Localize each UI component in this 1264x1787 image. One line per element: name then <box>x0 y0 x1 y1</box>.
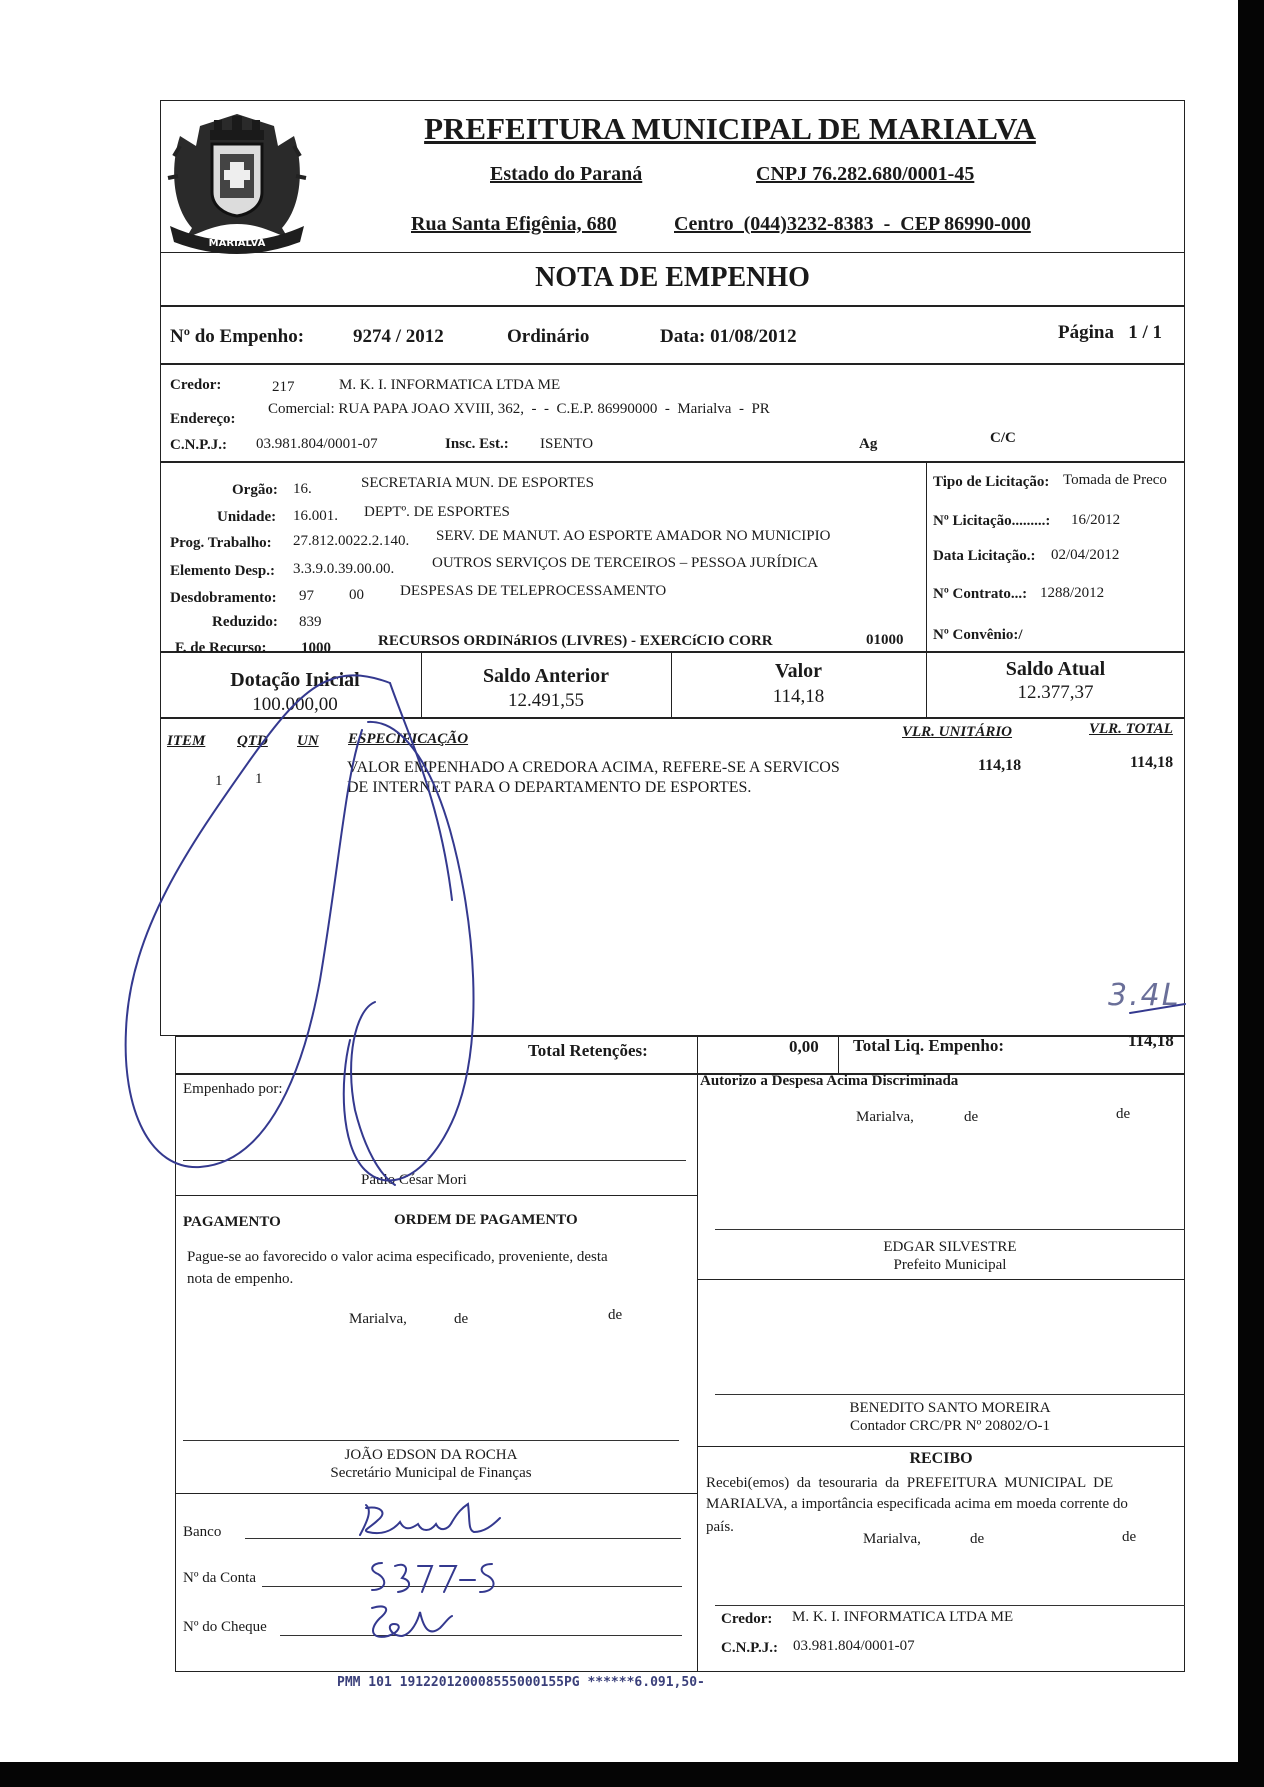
lower-box <box>175 1074 1185 1672</box>
licitacao-tipo-label: Tipo de Licitação: <box>933 474 1050 490</box>
empenho-date: Data: 01/08/2012 <box>660 326 797 347</box>
recibo-title: RECIBO <box>909 1450 973 1467</box>
credor-ie: ISENTO <box>540 436 594 452</box>
doc-title: NOTA DE EMPENHO <box>535 262 810 293</box>
recurso-code: 1000 <box>301 640 331 656</box>
row-item: 1 <box>215 773 223 789</box>
divider <box>175 1195 697 1196</box>
header-cnpj: CNPJ 76.282.680/0001-45 <box>756 163 975 185</box>
retencoes-value: 0,00 <box>789 1037 819 1056</box>
divider <box>697 1074 698 1672</box>
handwritten-note: 3.4L <box>1108 978 1181 1013</box>
header-address: Rua Santa Efigênia, 680 <box>411 213 617 235</box>
prog-code: 27.812.0022.2.140. <box>293 533 410 549</box>
svg-text:MARIALVA: MARIALVA <box>208 238 266 249</box>
signature-line <box>715 1229 1185 1230</box>
credor-code: 217 <box>272 379 295 395</box>
saldo-anterior-value: 12.491,55 <box>508 690 584 711</box>
prefeito-cargo: Prefeito Municipal <box>893 1257 1007 1273</box>
autorizo-de2: de <box>1116 1106 1131 1122</box>
signature-line <box>183 1440 679 1441</box>
cheque-label[interactable]: Nº do Cheque <box>183 1619 267 1635</box>
orgao-label: Orgão: <box>232 482 278 498</box>
empenho-number-label: Nº do Empenho: <box>170 326 305 347</box>
licitacao-num: 16/2012 <box>1071 512 1121 528</box>
signature-line <box>183 1160 686 1161</box>
retencoes-label: Total Retenções: <box>528 1041 648 1060</box>
col-total-header: VLR. TOTAL <box>1089 721 1173 737</box>
recurso-num: 01000 <box>866 632 904 648</box>
recibo-text2: MARIALVA, a importância especificada acima em moeda corrente do <box>706 1496 1128 1512</box>
footer-code: PMM 101 191220120008555000155PG ******6.091,50- <box>337 1675 705 1690</box>
recibo-cnpj: 03.981.804/0001-07 <box>793 1638 915 1654</box>
unidade-label: Unidade: <box>217 509 277 525</box>
pagamento-text2: nota de empenho. <box>187 1271 294 1287</box>
orgao-name: SECRETARIA MUN. DE ESPORTES <box>361 475 594 491</box>
unidade-code: 16.001. <box>293 508 338 524</box>
licitacao-data: 02/04/2012 <box>1051 547 1120 563</box>
desdob-name: DESPESAS DE TELEPROCESSAMENTO <box>400 583 667 599</box>
pagamento-label: PAGAMENTO <box>183 1214 281 1230</box>
prog-label: Prog. Trabalho: <box>170 535 272 551</box>
credor-ie-label: Insc. Est.: <box>445 436 509 452</box>
recibo-de2: de <box>1122 1529 1137 1545</box>
divider <box>697 1279 1185 1280</box>
empenhado-label: Empenhado por: <box>183 1081 283 1097</box>
contador-name: BENEDITO SANTO MOREIRA <box>849 1400 1051 1416</box>
pagamento-text1: Pague-se ao favorecido o valor acima especificado, proveniente, desta <box>187 1249 608 1265</box>
col-item-header: ITEM <box>167 733 206 749</box>
credor-name: M. K. I. INFORMATICA LTDA ME <box>339 377 561 393</box>
liq-label: Total Liq. Empenho: <box>853 1036 1004 1055</box>
empenho-number: 9274 / 2012 <box>353 326 444 347</box>
empenhado-name: Paulo César Mori <box>361 1172 467 1188</box>
divider <box>838 1036 839 1074</box>
liq-value: 114,18 <box>1128 1031 1174 1050</box>
pagamento-de1: de <box>454 1311 469 1327</box>
header-state: Estado do Paraná <box>490 163 643 185</box>
desdob-sub: 00 <box>349 587 364 603</box>
ordem-pagamento-label: ORDEM DE PAGAMENTO <box>394 1212 578 1228</box>
contrato-label: Nº Contrato...: <box>933 586 1028 602</box>
licitacao-tipo: Tomada de Preco <box>1063 472 1167 488</box>
conta-line <box>262 1586 682 1587</box>
licitacao-data-label: Data Licitação.: <box>933 548 1036 564</box>
credor-cnpj-label: C.N.P.J.: <box>170 437 227 453</box>
recibo-local: Marialva, <box>863 1531 921 1547</box>
saldo-anterior-label: Saldo Anterior <box>482 665 610 687</box>
valor-value: 114,18 <box>772 686 825 707</box>
cheque-line <box>280 1635 682 1636</box>
municipal-crest-icon <box>166 106 308 258</box>
credor-address: Comercial: RUA PAPA JOAO XVIII, 362, - - C.E.P. 86990000 - Marialva - PR <box>268 401 770 417</box>
divider <box>697 1036 698 1074</box>
row-desc-line2: DE INTERNET PARA O DEPARTAMENTO DE ESPORTES. <box>347 779 752 796</box>
reduzido-label: Reduzido: <box>212 614 278 630</box>
banco-label[interactable]: Banco <box>183 1524 222 1540</box>
unidade-name: DEPTº. DE ESPORTES <box>364 504 510 520</box>
scan-edge-right <box>1238 0 1264 1787</box>
dotacao-value: 100.000,00 <box>252 694 338 715</box>
secretario-cargo: Secretário Municipal de Finanças <box>330 1465 532 1481</box>
row-desc-line1: VALOR EMPENHADO A CREDORA ACIMA, REFERE-SE A SERVICOS <box>347 759 840 776</box>
col-unit-header: VLR. UNITÁRIO <box>902 724 1013 740</box>
header-contact: Centro (044)3232-8383 - CEP 86990-000 <box>674 213 1031 235</box>
divider <box>926 462 927 652</box>
desdob-code: 97 <box>299 588 314 604</box>
recurso-label: F. de Recurso: <box>175 640 267 656</box>
recibo-de1: de <box>970 1531 985 1547</box>
banco-line <box>245 1538 681 1539</box>
pagamento-local: Marialva, <box>349 1311 407 1327</box>
autorizo-label: Autorizo a Despesa Acima Discriminada <box>700 1073 959 1089</box>
divider <box>697 1446 1185 1447</box>
credor-ag-label: Ag <box>859 436 878 452</box>
empenho-type: Ordinário <box>507 326 590 347</box>
recibo-cnpj-label: C.N.P.J.: <box>721 1640 778 1656</box>
recibo-text1: Recebi(emos) da tesouraria da PREFEITURA MUNICIPAL DE <box>706 1475 1114 1491</box>
dotacao-label: Dotação Inicial <box>230 669 360 691</box>
col-qtd-header: QTD <box>237 733 268 749</box>
reduzido-value: 839 <box>299 614 322 630</box>
saldo-atual-label: Saldo Atual <box>1005 658 1106 680</box>
row-unit-value: 114,18 <box>978 757 1022 774</box>
conta-label[interactable]: Nº da Conta <box>183 1570 256 1586</box>
totais-box <box>175 1036 1185 1074</box>
recibo-text3: país. <box>706 1519 734 1535</box>
valor-label: Valor <box>774 660 823 682</box>
col-un-header: UN <box>297 733 319 749</box>
col-esp-header: ESPECIFICAÇÃO <box>348 731 469 747</box>
recibo-credor-label: Credor: <box>721 1611 773 1627</box>
recibo-credor: M. K. I. INFORMATICA LTDA ME <box>792 1609 1014 1625</box>
signature-line <box>715 1605 1185 1606</box>
scan-edge-bottom <box>0 1762 1264 1787</box>
elemento-name: OUTROS SERVIÇOS DE TERCEIROS – PESSOA JURÍDICA <box>432 555 819 571</box>
prefeito-name: EDGAR SILVESTRE <box>883 1239 1017 1255</box>
prog-name: SERV. DE MANUT. AO ESPORTE AMADOR NO MUNICIPIO <box>436 528 831 544</box>
row-total-value: 114,18 <box>1130 754 1174 771</box>
header-title: PREFEITURA MUNICIPAL DE MARIALVA <box>424 111 1036 146</box>
autorizo-local: Marialva, <box>856 1109 914 1125</box>
secretario-name: JOÃO EDSON DA ROCHA <box>344 1447 518 1463</box>
contador-cargo: Contador CRC/PR Nº 20802/O-1 <box>849 1418 1051 1434</box>
contrato-value: 1288/2012 <box>1040 585 1105 601</box>
signature-line <box>715 1394 1185 1395</box>
credor-cnpj: 03.981.804/0001-07 <box>256 436 378 452</box>
row-qtd: 1 <box>255 771 263 787</box>
divider <box>175 1493 697 1494</box>
elemento-code: 3.3.9.0.39.00.00. <box>293 561 395 577</box>
recurso-name: RECURSOS ORDINáRIOS (LIVRES) - EXERCíCIO CORR <box>378 633 773 649</box>
divider <box>160 252 1185 253</box>
credor-cc-label: C/C <box>990 430 1016 446</box>
credor-label: Credor: <box>170 377 222 393</box>
empenho-page: Página 1 / 1 <box>1058 322 1162 343</box>
saldo-atual-value: 12.377,37 <box>1017 682 1094 703</box>
convenio-label: Nº Convênio:/ <box>933 627 1023 643</box>
licitacao-num-label: Nº Licitação.........: <box>933 513 1051 529</box>
credor-address-label: Endereço: <box>170 411 236 427</box>
pagamento-de2: de <box>608 1307 623 1323</box>
elemento-label: Elemento Desp.: <box>170 563 275 579</box>
autorizo-de1: de <box>964 1109 979 1125</box>
orgao-code: 16. <box>293 481 312 497</box>
desdob-label: Desdobramento: <box>170 590 277 606</box>
